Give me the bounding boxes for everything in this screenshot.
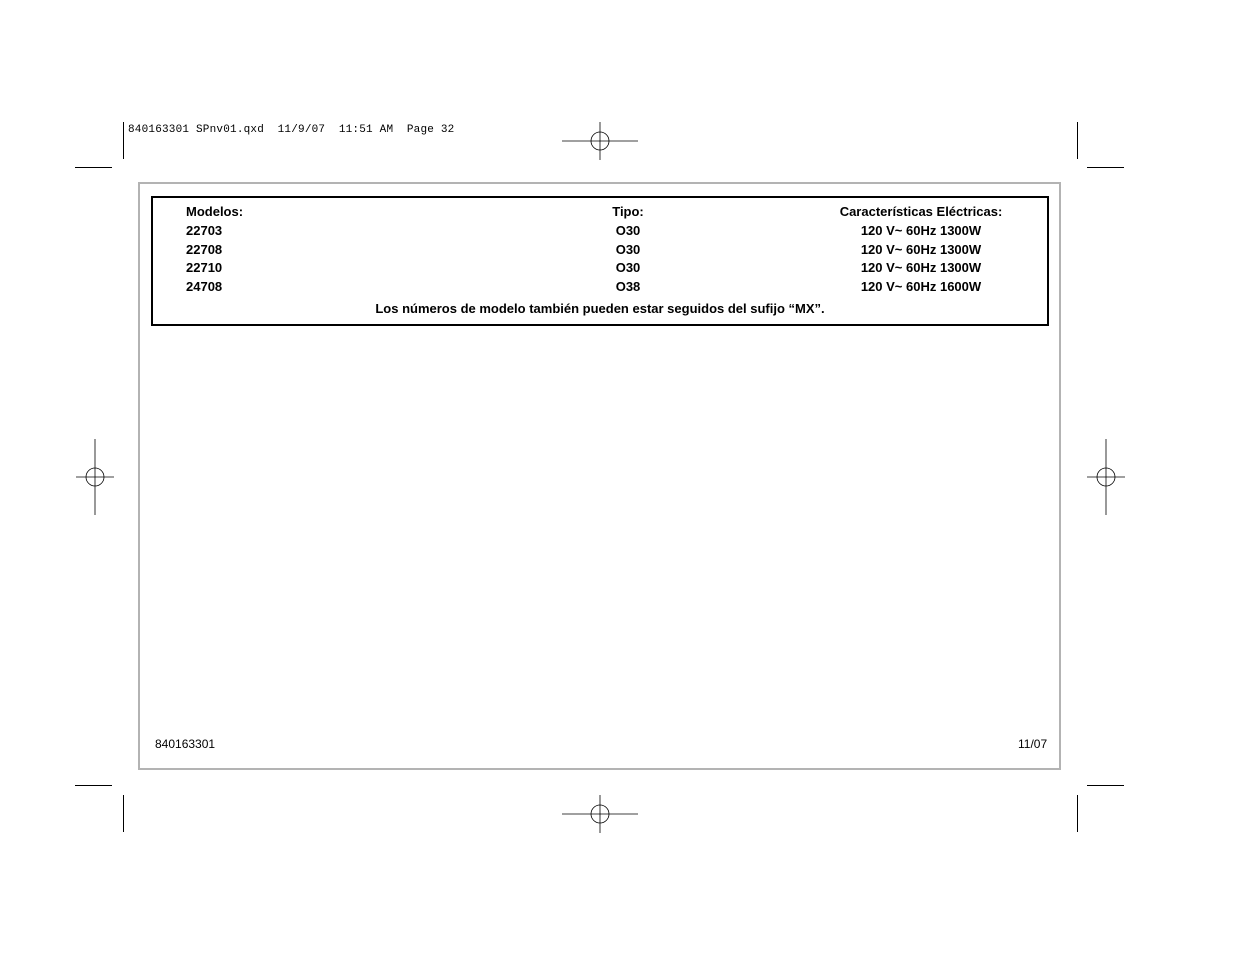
- crop-mark-top-right-h: [1087, 167, 1124, 168]
- crop-mark-top-left-h: [75, 167, 112, 168]
- registration-mark-right-icon: [1087, 439, 1125, 515]
- row-model: 22708: [186, 242, 223, 257]
- row-type: O30: [615, 223, 641, 238]
- header-model: Modelos:: [186, 204, 244, 219]
- crop-mark-bottom-left-h: [75, 785, 112, 786]
- footer-date: 11/07: [1018, 737, 1048, 751]
- row-electrical: 120 V~ 60Hz 1300W: [860, 242, 982, 257]
- crop-mark-bottom-right-v: [1077, 795, 1078, 832]
- row-type: O30: [615, 260, 641, 275]
- crop-mark-bottom-right-h: [1087, 785, 1124, 786]
- crop-mark-top-right-v: [1077, 122, 1078, 159]
- row-model: 24708: [186, 279, 223, 294]
- registration-mark-left-icon: [76, 439, 114, 515]
- row-model: 22710: [186, 260, 223, 275]
- footer-part-number: 840163301: [155, 737, 216, 751]
- row-type: O38: [615, 279, 641, 294]
- crop-mark-top-left-v: [123, 122, 124, 159]
- row-electrical: 120 V~ 60Hz 1600W: [860, 279, 982, 294]
- header-electrical: Características Eléctricas:: [839, 204, 1003, 219]
- spec-table: [151, 196, 1049, 326]
- print-slug: 840163301 SPnv01.qxd 11/9/07 11:51 AM Page 32: [128, 124, 455, 136]
- crop-mark-bottom-left-v: [123, 795, 124, 832]
- row-electrical: 120 V~ 60Hz 1300W: [860, 223, 982, 238]
- registration-mark-bottom-icon: [562, 795, 638, 833]
- header-type: Tipo:: [612, 204, 644, 219]
- row-electrical: 120 V~ 60Hz 1300W: [860, 260, 982, 275]
- model-suffix-note: Los números de modelo también pueden estar seguidos del sufijo “MX”.: [375, 301, 825, 316]
- row-model: 22703: [186, 223, 223, 238]
- row-type: O30: [615, 242, 641, 257]
- registration-mark-top-icon: [562, 122, 638, 160]
